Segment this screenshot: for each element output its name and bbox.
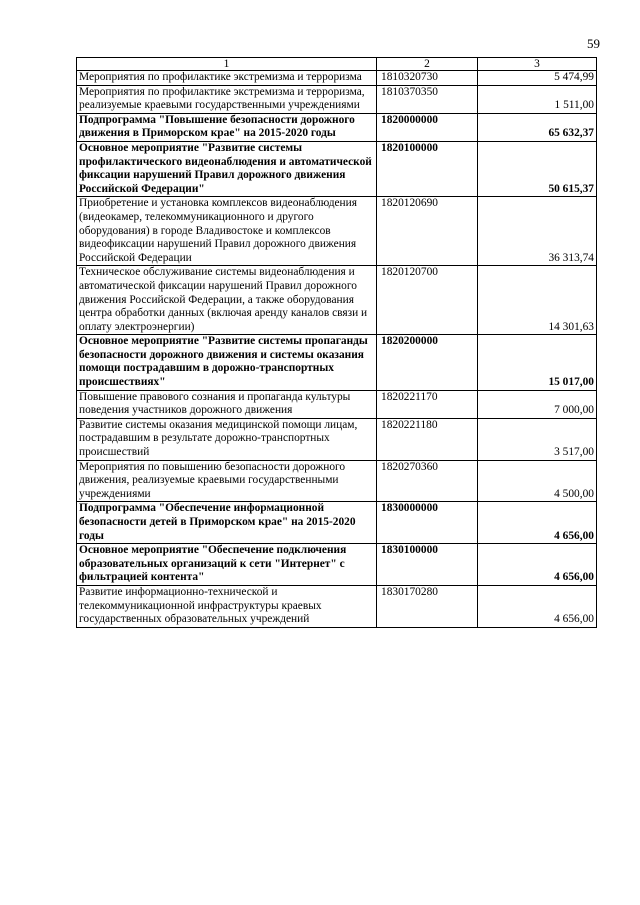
column-header-3: 3: [478, 58, 597, 71]
row-amount-cell: 4 500,00: [478, 460, 597, 502]
row-amount-cell: 65 632,37: [478, 113, 597, 141]
table-row: [77, 335, 597, 390]
row-amount-cell: 1 511,00: [478, 85, 597, 113]
row-amount-cell: 3 517,00: [478, 418, 597, 460]
row-amount-cell: 4 656,00: [478, 585, 597, 627]
table-row: [77, 85, 597, 113]
row-name-cell: Основное мероприятие "Развитие системы профилактического видеонаблюдения и автоматической фиксации нарушений Правил дорожного движения Российской Федерации": [77, 141, 377, 196]
column-header-1: 1: [77, 58, 377, 71]
row-amount-cell: 36 313,74: [478, 197, 597, 266]
row-name-cell: Приобретение и установка комплексов видеонаблюдения (видеокамер, телекоммуникационного и другого оборудования) в городе Владивостоке и комплексов видеофиксации нарушений Правил дорожного движения Российской Федерации: [77, 197, 377, 266]
row-code-cell: 1820120690: [377, 197, 478, 266]
table-row: [77, 197, 597, 266]
row-name-cell: Мероприятия по профилактике экстремизма и терроризма: [77, 71, 377, 86]
table-row: [77, 544, 597, 586]
budget-table: [76, 57, 597, 628]
row-amount-cell: 7 000,00: [478, 390, 597, 418]
table-row: [77, 266, 597, 335]
row-code-cell: 1820100000: [377, 141, 478, 196]
row-name-cell: Развитие информационно-технической и телекоммуникационной инфраструктуры краевых государственных образовательных учреждений: [77, 585, 377, 627]
row-code-cell: 1830170280: [377, 585, 478, 627]
row-name-cell: Подпрограмма "Обеспечение информационной безопасности детей в Приморском крае" на 2015-2020 годы: [77, 502, 377, 544]
row-name-cell: Развитие системы оказания медицинской помощи лицам, пострадавшим в результате дорожно-транспортных происшествий: [77, 418, 377, 460]
table-row: [77, 460, 597, 502]
row-name-cell: Основное мероприятие "Обеспечение подключения образовательных организаций к сети "Интернет" с фильтрацией контента": [77, 544, 377, 586]
row-code-cell: 1820221170: [377, 390, 478, 418]
row-name-cell: Подпрограмма "Повышение безопасности дорожного движения в Приморском крае" на 2015-2020 годы: [77, 113, 377, 141]
row-name-cell: Мероприятия по профилактике экстремизма и терроризма, реализуемые краевыми государственными учреждениями: [77, 85, 377, 113]
table-row: [77, 141, 597, 196]
row-code-cell: 1820200000: [377, 335, 478, 390]
row-amount-cell: 14 301,63: [478, 266, 597, 335]
row-code-cell: 1820221180: [377, 418, 478, 460]
row-amount-cell: 4 656,00: [478, 544, 597, 586]
row-code-cell: 1810370350: [377, 85, 478, 113]
row-amount-cell: 15 017,00: [478, 335, 597, 390]
row-code-cell: 1830100000: [377, 544, 478, 586]
row-code-cell: 1820000000: [377, 113, 478, 141]
row-code-cell: 1820120700: [377, 266, 478, 335]
page-number: 59: [587, 36, 600, 51]
row-name-cell: Техническое обслуживание системы видеонаблюдения и автоматической фиксации нарушений Правил дорожного движения Российской Федерации, а также оборудования центра обработки данных (включая аренду каналов связи и оплату электроэнергии): [77, 266, 377, 335]
column-header-2: 2: [377, 58, 478, 71]
row-amount-cell: 50 615,37: [478, 141, 597, 196]
table-row: [77, 390, 597, 418]
row-name-cell: Мероприятия по повышению безопасности дорожного движения, реализуемые краевыми государственными учреждениями: [77, 460, 377, 502]
row-name-cell: Основное мероприятие "Развитие системы пропаганды безопасности дорожного движения и системы оказания помощи пострадавшим в дорожно-транспортных происшествиях": [77, 335, 377, 390]
table-row: [77, 502, 597, 544]
table-row: [77, 585, 597, 627]
budget-table-body: [77, 58, 597, 628]
table-row: [77, 418, 597, 460]
table-row: [77, 113, 597, 141]
table-header-row: [77, 58, 597, 71]
row-amount-cell: 5 474,99: [478, 71, 597, 86]
row-name-cell: Повышение правового сознания и пропаганда культуры поведения участников дорожного движения: [77, 390, 377, 418]
row-code-cell: 1810320730: [377, 71, 478, 86]
row-code-cell: 1820270360: [377, 460, 478, 502]
table-row: [77, 71, 597, 86]
row-code-cell: 1830000000: [377, 502, 478, 544]
row-amount-cell: 4 656,00: [478, 502, 597, 544]
